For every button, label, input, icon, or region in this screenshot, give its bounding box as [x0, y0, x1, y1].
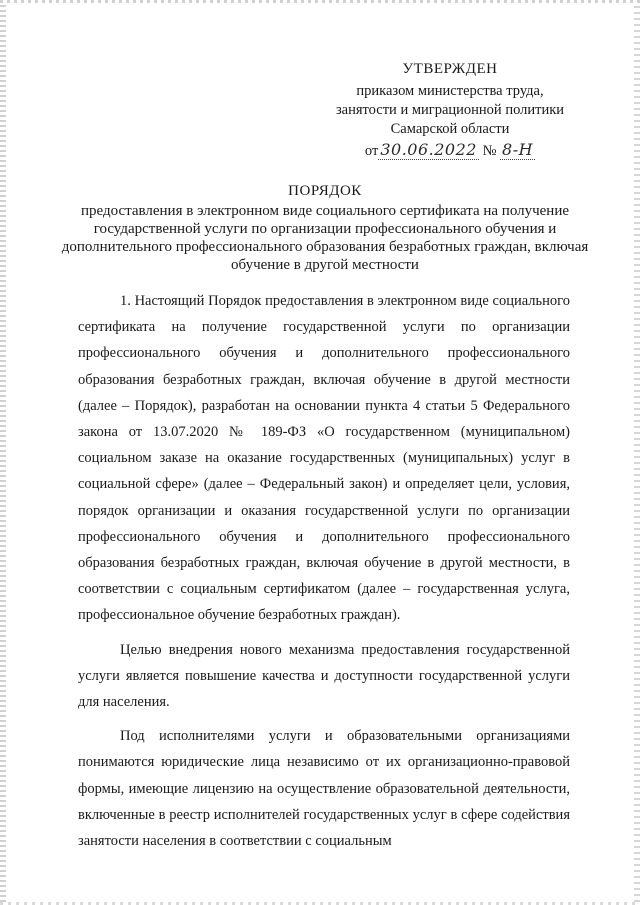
approval-heading: УТВЕРЖДЕН — [402, 61, 498, 77]
date-prefix: от — [364, 143, 379, 159]
approval-line-2: занятости и миграционной политики — [335, 102, 565, 118]
order-date-handwritten: 30.06.2022 — [380, 140, 477, 159]
scan-edge-right — [634, 0, 640, 905]
scan-edge-top — [0, 0, 640, 3]
document-title-block — [60, 182, 590, 274]
approval-line-3: Самарской области — [390, 121, 510, 137]
paragraph-3: Под исполнителями услуги и образовательными организациями понимаются юридические лица независимо от их организационно-правовой формы, имеющие лицензию на осуществление образовательной деятельности, включенные в реестр исполнителей государственных услуг в сфере содействия занятости населения в соответствии с социальным — [78, 728, 570, 850]
paragraph-2: Целью внедрения нового механизма предоставления государственной услуги является повышение качества и доступности государственной услуги для населения. — [78, 641, 570, 711]
approval-line-1: приказом министерства труда, — [356, 83, 544, 99]
scan-edge-left — [0, 0, 6, 905]
document-title: ПОРЯДОК — [288, 183, 362, 199]
number-prefix: № — [482, 143, 497, 159]
order-date-number — [300, 140, 600, 161]
document-subtitle: предоставления в электронном виде социального сертификата на получение государственной услуги по организации профессионального обучения и дополнительного профессионального образования безработных граждан, включая обучение в другой местности — [61, 203, 589, 273]
document-body — [78, 288, 570, 854]
approval-block — [300, 60, 600, 161]
paragraph-1: 1. Настоящий Порядок предоставления в электронном виде социального сертификата на получение государственной услуги по организации профессионального обучения и дополнительного профессионального образования безработных граждан, включая обучение в другой местности (далее – Порядок), разработан на основании пункта 4 статьи 5 Федерального закона от 13.07.2020 № 189-ФЗ «О государственном (муниципальном) социальном заказе на оказание государственных (муниципальных) услуг в социальной сфере» (далее – Федеральный закон) и определяет цели, условия, порядок организации и оказания государственной услуги по организации профессионального обучения и дополнительного профессионального образования безработных граждан, включая обучение в другой местности, в соответствии с социальным сертификатом (далее – государственная услуга, профессиональное обучение безработных граждан). — [78, 293, 570, 624]
order-number-handwritten: 8-Н — [502, 140, 534, 159]
